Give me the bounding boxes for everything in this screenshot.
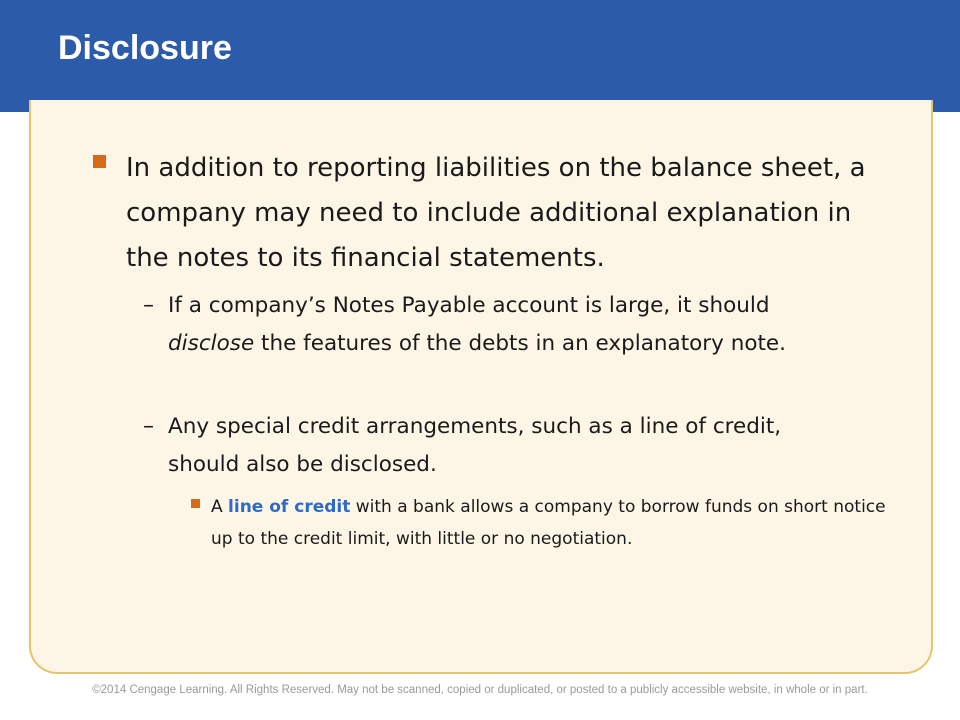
- sub-bullet-text: A: [211, 497, 229, 517]
- emphasis-disclose: disclose: [168, 331, 255, 356]
- dash-bullet-icon: –: [143, 414, 154, 439]
- sub-bullet-credit-arrangements: Any special credit arrangements, such as a line of credit, should also be disclosed.: [168, 414, 782, 477]
- sub-bullet-text: with a bank allows a company to borrow funds on short notice up to the credit limit, with little or no negotiation.: [211, 497, 886, 549]
- key-term: line of credit: [228, 497, 351, 517]
- sub-bullet-text: the features of the debts in an explanatory note.: [254, 331, 786, 356]
- sub-sub-bullet-line-of-credit: [211, 491, 891, 555]
- slide-title: Disclosure: [58, 29, 232, 67]
- sub-bullet-notes-payable: [168, 287, 858, 363]
- dash-bullet-icon: –: [143, 293, 154, 318]
- bullet-main: In addition to reporting liabilities on the balance sheet, a company may need to include additional explanation in the notes to its financial statements.: [126, 153, 866, 273]
- copyright-footer: ©2014 Cengage Learning. All Rights Reserved. May not be scanned, copied or duplicated, or posted to a publicly accessible website, in whole or in part.: [92, 684, 868, 696]
- sub-bullet-text: If a company’s Notes Payable account is large, it should: [168, 293, 770, 318]
- square-bullet-icon: [191, 499, 200, 508]
- square-bullet-icon: [93, 155, 106, 168]
- title-bar: [0, 0, 960, 112]
